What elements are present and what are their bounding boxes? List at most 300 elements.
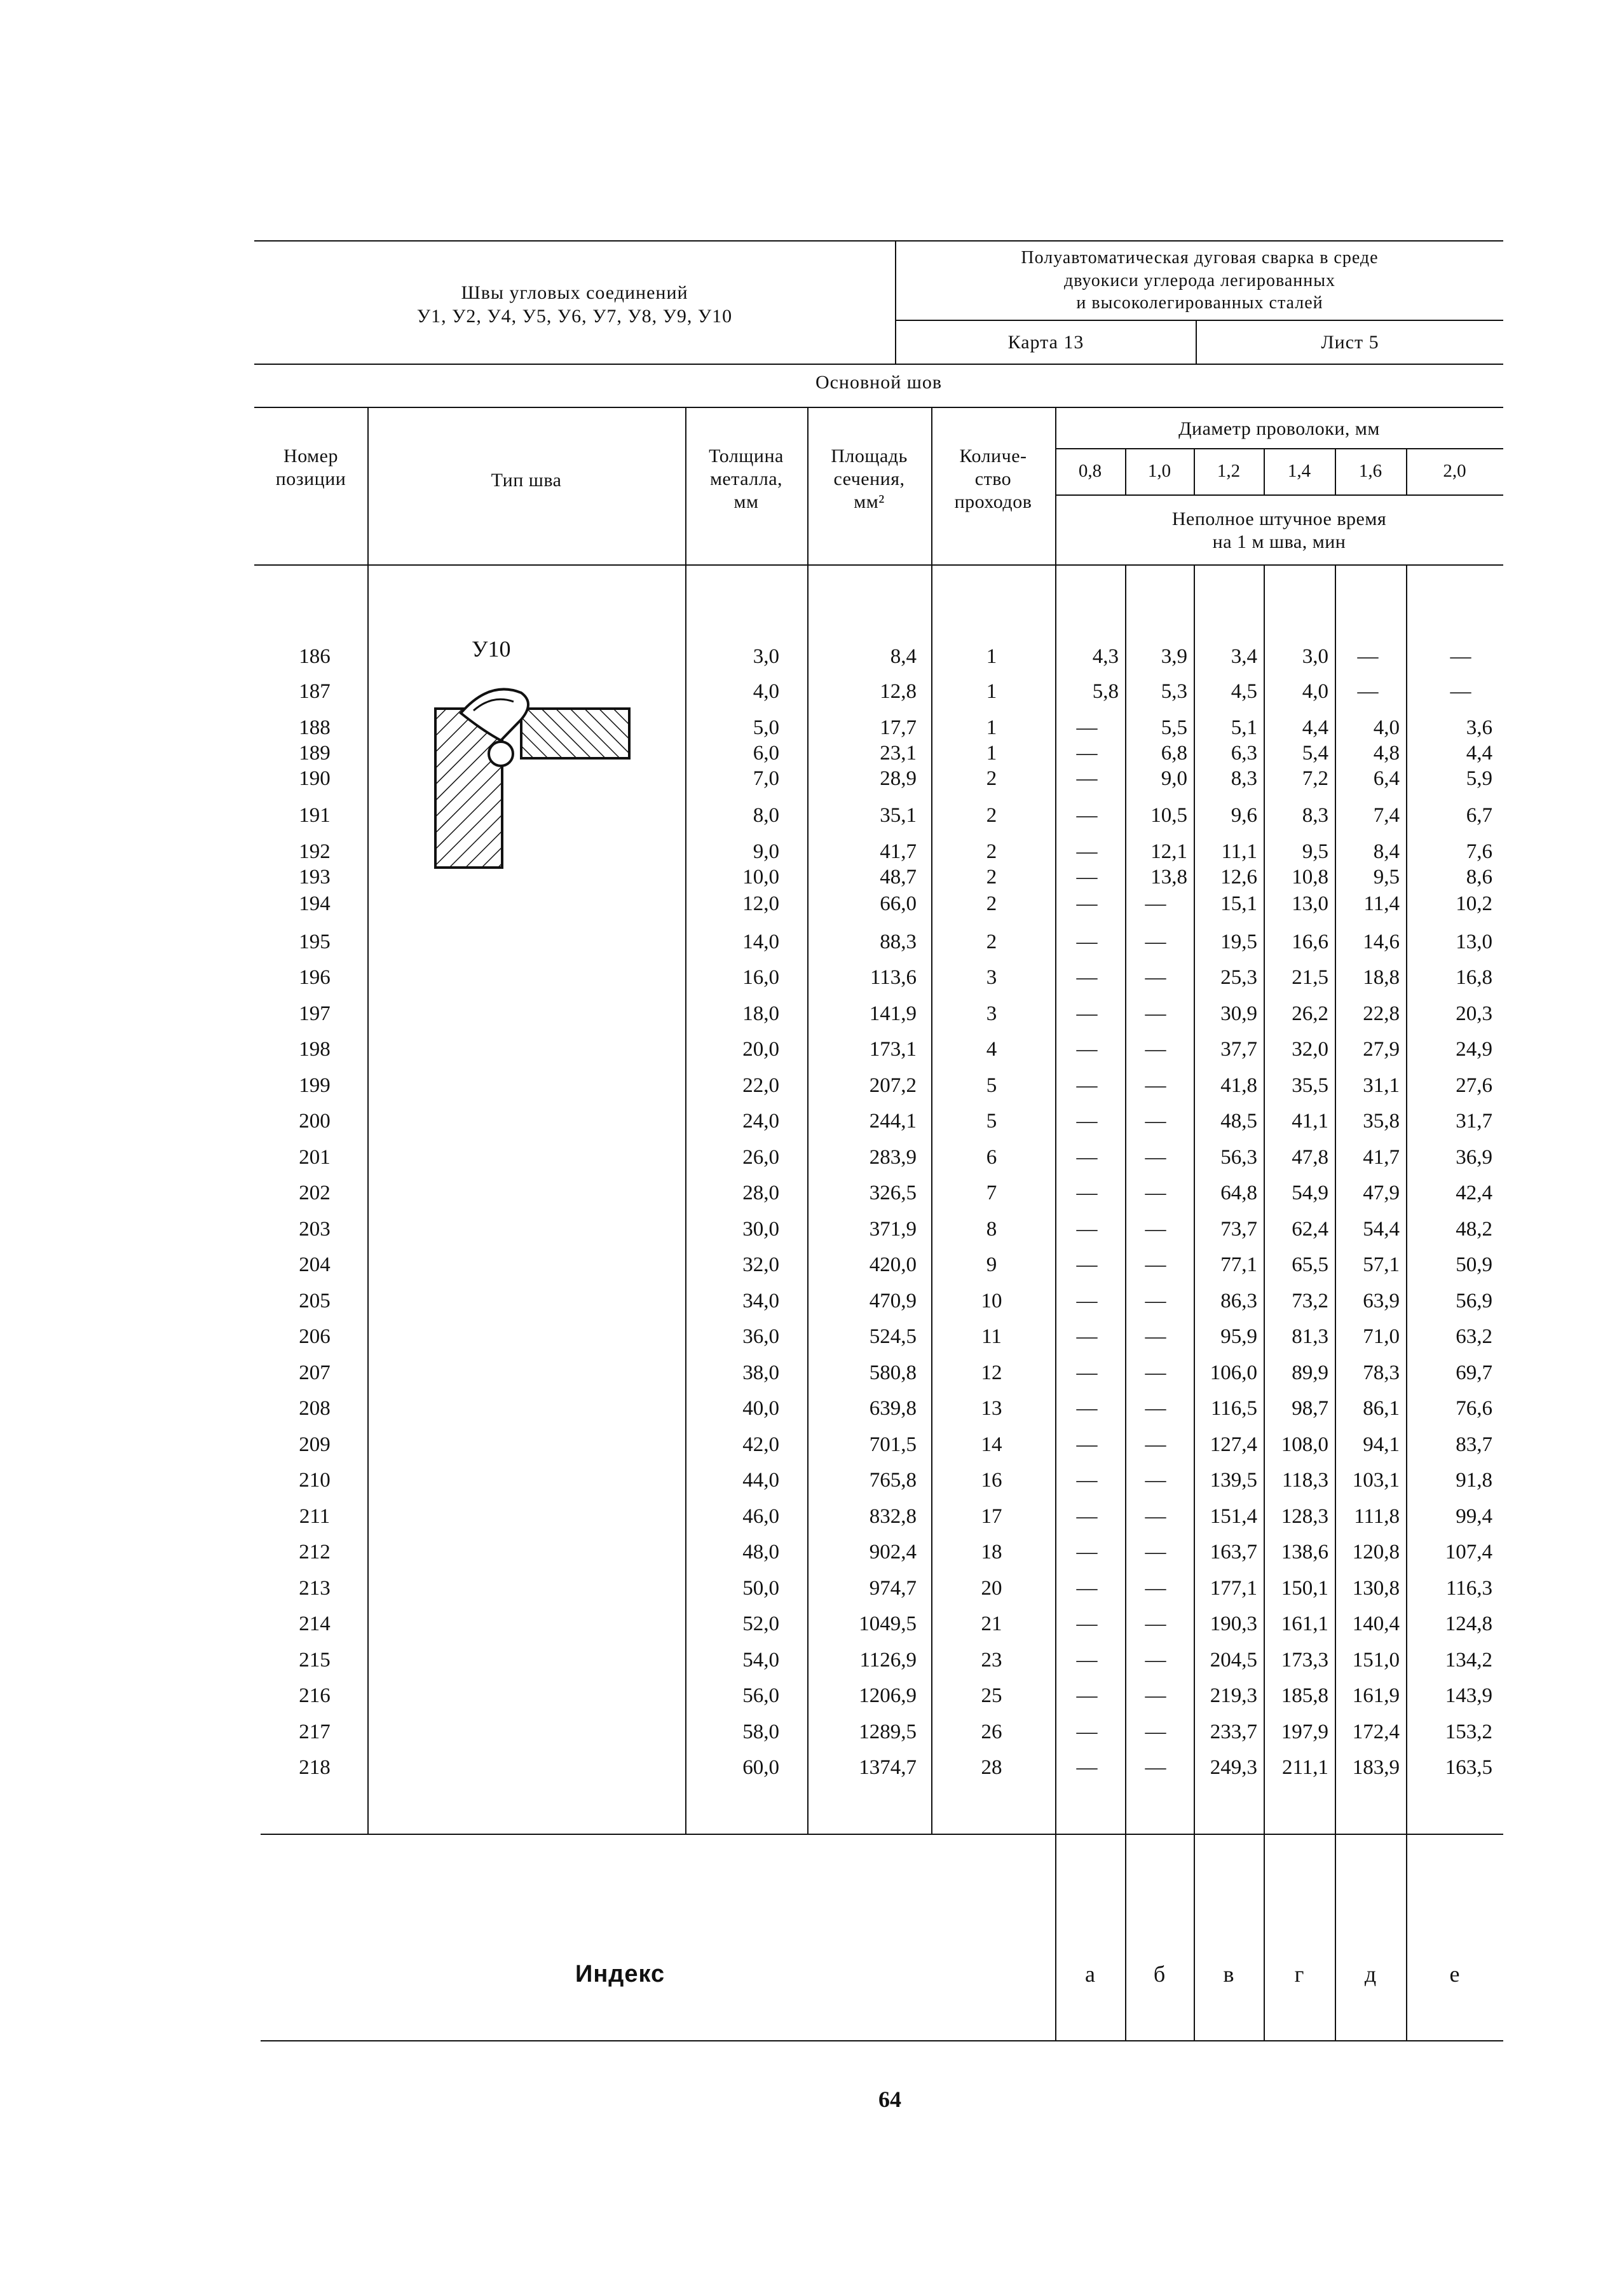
row-thickness: 6,0: [753, 742, 779, 765]
row-position: 195: [299, 930, 331, 953]
row-time-value: 3,6: [1466, 716, 1492, 739]
row-time-value: —: [1145, 1577, 1166, 1600]
row-time-value: 86,1: [1363, 1397, 1400, 1420]
row-time-value: —: [1145, 930, 1166, 953]
col-header-time: [1055, 499, 1503, 562]
row-position: 193: [299, 866, 331, 889]
row-time-value: —: [1145, 1361, 1166, 1384]
row-passes: 11: [981, 1325, 1002, 1348]
diameter-value: 0,8: [1078, 461, 1102, 481]
row-time-value: —: [1450, 680, 1471, 703]
row-thickness: 36,0: [742, 1325, 779, 1348]
row-area: 470,9: [869, 1290, 917, 1312]
row-time-value: —: [1076, 1649, 1098, 1672]
row-position: 210: [299, 1469, 331, 1492]
row-time-value: 57,1: [1363, 1253, 1400, 1276]
row-time-value: —: [1076, 966, 1098, 989]
row-time-value: —: [1450, 645, 1471, 668]
row-time-value: 9,0: [1161, 767, 1187, 790]
row-time-value: 211,1: [1281, 1756, 1328, 1779]
row-thickness: 3,0: [753, 645, 779, 668]
row-time-value: 8,3: [1231, 767, 1257, 790]
row-time-value: 91,8: [1456, 1469, 1492, 1492]
row-time-value: —: [1145, 1146, 1166, 1169]
row-time-value: 26,2: [1292, 1002, 1328, 1025]
row-time-value: 12,1: [1150, 840, 1187, 863]
row-time-value: 107,4: [1445, 1541, 1492, 1564]
row-time-value: 106,0: [1210, 1361, 1257, 1384]
col-rule-b5: [1406, 564, 1407, 2040]
row-area: 765,8: [869, 1469, 917, 1492]
row-time-value: —: [1076, 716, 1098, 739]
row-time-value: 172,4: [1352, 1720, 1400, 1743]
row-time-value: —: [1076, 804, 1098, 827]
weld-type-label: У10: [472, 636, 511, 662]
row-time-value: 116,5: [1210, 1397, 1257, 1420]
row-time-value: 78,3: [1363, 1361, 1400, 1384]
row-position: 207: [299, 1361, 331, 1384]
row-time-value: 41,1: [1292, 1110, 1328, 1133]
row-time-value: 11,4: [1363, 892, 1400, 915]
row-time-value: 95,9: [1220, 1325, 1257, 1348]
row-area: 23,1: [880, 742, 917, 765]
row-thickness: 60,0: [742, 1756, 779, 1779]
row-position: 199: [299, 1074, 331, 1097]
row-thickness: 58,0: [742, 1720, 779, 1743]
col-rule-thick: [807, 407, 809, 1834]
row-time-value: 48,5: [1220, 1110, 1257, 1133]
row-time-value: 4,4: [1302, 716, 1328, 739]
row-time-value: 5,8: [1092, 680, 1119, 703]
seam-type-title-line: Швы угловых соединений: [461, 282, 688, 303]
row-time-value: 127,4: [1210, 1433, 1257, 1456]
row-thickness: 4,0: [753, 680, 779, 703]
row-time-value: 4,4: [1466, 742, 1492, 765]
row-time-value: 27,6: [1456, 1074, 1492, 1097]
row-passes: 16: [981, 1469, 1002, 1492]
row-position: 202: [299, 1182, 331, 1204]
row-time-value: —: [1357, 645, 1379, 668]
row-time-value: —: [1076, 1361, 1098, 1384]
row-time-value: 108,0: [1281, 1433, 1328, 1456]
col-header-thickness-line1: Толщина: [709, 446, 784, 467]
row-time-value: 173,3: [1281, 1649, 1328, 1672]
row-area: 580,8: [869, 1361, 917, 1384]
row-time-value: 10,8: [1292, 866, 1328, 889]
row-time-value: 8,3: [1302, 804, 1328, 827]
row-time-value: —: [1145, 1038, 1166, 1061]
row-time-value: 5,4: [1302, 742, 1328, 765]
row-time-value: —: [1145, 1720, 1166, 1743]
index-letter: б: [1153, 1961, 1166, 1987]
row-time-value: 7,4: [1373, 804, 1400, 827]
col-header-diameter: [1055, 413, 1503, 445]
row-area: 1289,5: [859, 1720, 917, 1743]
row-area: 1049,5: [859, 1612, 917, 1635]
row-time-value: 190,3: [1210, 1612, 1257, 1635]
row-area: 326,5: [869, 1182, 917, 1204]
row-time-value: 83,7: [1456, 1433, 1492, 1456]
row-position: 203: [299, 1218, 331, 1241]
row-thickness: 22,0: [742, 1074, 779, 1097]
row-area: 420,0: [869, 1253, 917, 1276]
row-time-value: 37,7: [1220, 1038, 1257, 1061]
row-time-value: 5,3: [1161, 680, 1187, 703]
row-time-value: —: [1076, 1038, 1098, 1061]
row-position: 191: [299, 804, 331, 827]
row-time-value: 7,2: [1302, 767, 1328, 790]
row-thickness: 16,0: [742, 966, 779, 989]
row-area: 524,5: [869, 1325, 917, 1348]
row-time-value: 9,5: [1302, 840, 1328, 863]
row-time-value: —: [1145, 1684, 1166, 1707]
row-time-value: —: [1076, 1002, 1098, 1025]
row-passes: 2: [986, 930, 997, 953]
row-position: 190: [299, 767, 331, 790]
row-time-value: 6,4: [1373, 767, 1400, 790]
row-passes: 18: [981, 1541, 1002, 1564]
row-time-value: —: [1076, 1433, 1098, 1456]
row-area: 974,7: [869, 1577, 917, 1600]
row-time-value: 73,2: [1292, 1290, 1328, 1312]
row-area: 283,9: [869, 1146, 917, 1169]
row-thickness: 12,0: [742, 892, 779, 915]
row-passes: 6: [986, 1146, 997, 1169]
row-time-value: —: [1145, 1290, 1166, 1312]
index-label: Индекс: [575, 1961, 665, 1987]
row-time-value: —: [1145, 1182, 1166, 1204]
row-position: 192: [299, 840, 331, 863]
row-time-value: —: [1076, 1397, 1098, 1420]
col-header-diameter-text: Диаметр проволоки, мм: [1178, 418, 1380, 439]
row-thickness: 38,0: [742, 1361, 779, 1384]
col-header-type: [367, 469, 685, 492]
table-subtitle: Основной шов: [815, 372, 943, 393]
row-area: 207,2: [869, 1074, 917, 1097]
row-time-value: —: [1076, 840, 1098, 863]
row-area: 66,0: [880, 892, 917, 915]
row-time-value: 4,5: [1231, 680, 1257, 703]
diameter-value: 2,0: [1443, 461, 1466, 481]
row-time-value: 89,9: [1292, 1361, 1328, 1384]
row-passes: 26: [981, 1720, 1002, 1743]
col-header-passes-line3: проходов: [954, 491, 1032, 512]
row-time-value: 5,5: [1161, 716, 1187, 739]
row-area: 28,9: [880, 767, 917, 790]
row-time-value: 56,3: [1220, 1146, 1257, 1169]
row-time-value: 161,9: [1352, 1684, 1400, 1707]
col-header-passes-line2: ство: [974, 468, 1012, 489]
index-letter: а: [1085, 1961, 1095, 1987]
col-header-type-text: Тип шва: [491, 470, 562, 491]
row-thickness: 32,0: [742, 1253, 779, 1276]
row-time-value: —: [1145, 1002, 1166, 1025]
row-area: 902,4: [869, 1541, 917, 1564]
col-header-passes-line1: Количе-: [959, 446, 1027, 467]
row-time-value: 128,3: [1281, 1505, 1328, 1528]
row-time-value: 30,9: [1220, 1002, 1257, 1025]
row-position: 197: [299, 1002, 331, 1025]
row-time-value: 19,5: [1220, 930, 1257, 953]
row-time-value: —: [1145, 1469, 1166, 1492]
row-position: 206: [299, 1325, 331, 1348]
row-time-value: 140,4: [1352, 1612, 1400, 1635]
row-time-value: 219,3: [1210, 1684, 1257, 1707]
row-time-value: 63,2: [1456, 1325, 1492, 1348]
row-time-value: —: [1145, 1397, 1166, 1420]
row-time-value: —: [1076, 930, 1098, 953]
row-time-value: 81,3: [1292, 1325, 1328, 1348]
row-time-value: 138,6: [1281, 1541, 1328, 1564]
row-passes: 1: [986, 742, 997, 765]
row-time-value: —: [1076, 1218, 1098, 1241]
row-area: 1126,9: [859, 1649, 917, 1672]
row-passes: 5: [986, 1074, 997, 1097]
row-time-value: 116,3: [1445, 1577, 1492, 1600]
row-thickness: 8,0: [753, 804, 779, 827]
row-time-value: 13,0: [1456, 930, 1492, 953]
row-time-value: —: [1076, 1720, 1098, 1743]
process-title-line3: и высоколегированных сталей: [1076, 293, 1323, 313]
row-thickness: 48,0: [742, 1541, 779, 1564]
row-time-value: 118,3: [1281, 1469, 1328, 1492]
row-time-value: 48,2: [1456, 1218, 1492, 1241]
row-time-value: —: [1076, 866, 1098, 889]
row-time-value: 10,5: [1150, 804, 1187, 827]
col-header-area-line1: Площадь: [831, 446, 908, 467]
row-time-value: 3,0: [1302, 645, 1328, 668]
row-time-value: 143,9: [1445, 1684, 1492, 1707]
col-header-thickness-line2: металла,: [709, 468, 783, 489]
row-thickness: 10,0: [742, 866, 779, 889]
header-bottom-rule: [254, 564, 1503, 566]
row-thickness: 54,0: [742, 1649, 779, 1672]
row-time-value: 77,1: [1220, 1253, 1257, 1276]
row-position: 196: [299, 966, 331, 989]
diameter-value: 1,2: [1217, 461, 1241, 481]
row-time-value: —: [1145, 1218, 1166, 1241]
row-time-value: 13,0: [1292, 892, 1328, 915]
row-time-value: —: [1076, 1505, 1098, 1528]
row-time-value: —: [1076, 1074, 1098, 1097]
row-area: 113,6: [870, 966, 917, 989]
row-time-value: 65,5: [1292, 1253, 1328, 1276]
corner-weld-sketch: [426, 680, 642, 871]
row-time-value: 4,3: [1092, 645, 1119, 668]
row-time-value: 16,6: [1292, 930, 1328, 953]
row-time-value: 183,9: [1352, 1756, 1400, 1779]
row-time-value: 36,9: [1456, 1146, 1492, 1169]
row-time-value: 120,8: [1352, 1541, 1400, 1564]
row-time-value: 22,8: [1363, 1002, 1400, 1025]
row-thickness: 30,0: [742, 1218, 779, 1241]
row-time-value: 124,8: [1445, 1612, 1492, 1635]
row-time-value: —: [1076, 1469, 1098, 1492]
row-time-value: 50,9: [1456, 1253, 1492, 1276]
row-thickness: 5,0: [753, 716, 779, 739]
row-position: 198: [299, 1038, 331, 1061]
col-rule-pos: [367, 407, 369, 1834]
row-time-value: 233,7: [1210, 1720, 1257, 1743]
col-header-position-line1: Номер: [283, 446, 338, 467]
row-thickness: 24,0: [742, 1110, 779, 1133]
diameter-value: 1,4: [1287, 461, 1311, 481]
row-passes: 3: [986, 1002, 997, 1025]
row-time-value: —: [1076, 767, 1098, 790]
row-time-value: 31,7: [1456, 1110, 1492, 1133]
row-thickness: 46,0: [742, 1505, 779, 1528]
row-area: 371,9: [869, 1218, 917, 1241]
row-time-value: 18,8: [1363, 966, 1400, 989]
col-header-time-line2: на 1 м шва, мин: [1212, 531, 1346, 552]
row-area: 1206,9: [859, 1684, 917, 1707]
row-area: 12,8: [880, 680, 917, 703]
row-passes: 25: [981, 1684, 1002, 1707]
row-time-value: —: [1076, 742, 1098, 765]
col-header-area-line3: мм²: [854, 491, 885, 512]
row-time-value: 151,0: [1352, 1649, 1400, 1672]
row-thickness: 50,0: [742, 1577, 779, 1600]
card-number: Карта 13: [896, 321, 1197, 364]
row-time-value: 20,3: [1456, 1002, 1492, 1025]
row-position: 217: [299, 1720, 331, 1743]
row-position: 194: [299, 892, 331, 915]
row-time-value: 204,5: [1210, 1649, 1257, 1672]
col-header-passes: [931, 445, 1055, 514]
row-time-value: —: [1076, 892, 1098, 915]
table-bottom-rule: [261, 1834, 1503, 1835]
row-time-value: —: [1076, 1146, 1098, 1169]
row-time-value: 56,9: [1456, 1290, 1492, 1312]
row-thickness: 28,0: [742, 1182, 779, 1204]
row-time-value: 54,9: [1292, 1182, 1328, 1204]
row-passes: 13: [981, 1397, 1002, 1420]
row-position: 211: [299, 1505, 331, 1528]
row-time-value: —: [1076, 1182, 1098, 1204]
row-thickness: 34,0: [742, 1290, 779, 1312]
row-passes: 2: [986, 840, 997, 863]
row-thickness: 20,0: [742, 1038, 779, 1061]
row-thickness: 44,0: [742, 1469, 779, 1492]
row-thickness: 52,0: [742, 1612, 779, 1635]
row-time-value: 103,1: [1352, 1469, 1400, 1492]
row-time-value: —: [1357, 680, 1379, 703]
row-time-value: —: [1076, 1110, 1098, 1133]
row-thickness: 42,0: [742, 1433, 779, 1456]
seam-type-codes: У1, У2, У4, У5, У6, У7, У8, У9, У10: [416, 306, 733, 327]
row-position: 188: [299, 716, 331, 739]
row-time-value: 25,3: [1220, 966, 1257, 989]
row-passes: 2: [986, 866, 997, 889]
page-number: 64: [878, 2087, 901, 2112]
row-time-value: 6,3: [1231, 742, 1257, 765]
row-passes: 14: [981, 1433, 1002, 1456]
row-thickness: 40,0: [742, 1397, 779, 1420]
col-rule-type: [685, 407, 686, 1834]
row-passes: 4: [986, 1038, 997, 1061]
row-time-value: —: [1076, 1756, 1098, 1779]
row-area: 48,7: [880, 866, 917, 889]
row-time-value: 11,1: [1221, 840, 1257, 863]
row-time-value: 139,5: [1210, 1469, 1257, 1492]
row-time-value: —: [1076, 1541, 1098, 1564]
row-time-value: 47,8: [1292, 1146, 1328, 1169]
row-time-value: 150,1: [1281, 1577, 1328, 1600]
sheet-number: Лист 5: [1321, 331, 1379, 353]
row-time-value: —: [1145, 1756, 1166, 1779]
row-thickness: 26,0: [742, 1146, 779, 1169]
row-area: 35,1: [880, 804, 917, 827]
row-position: 213: [299, 1577, 331, 1600]
row-area: 41,7: [880, 840, 917, 863]
col-header-thickness-line3: мм: [734, 491, 759, 512]
row-passes: 12: [981, 1361, 1002, 1384]
row-time-value: —: [1076, 1612, 1098, 1635]
row-area: 8,4: [890, 645, 917, 668]
row-position: 186: [299, 645, 331, 668]
row-time-value: —: [1076, 1577, 1098, 1600]
row-time-value: 3,4: [1231, 645, 1257, 668]
row-position: 201: [299, 1146, 331, 1169]
row-time-value: 21,5: [1292, 966, 1328, 989]
row-time-value: 151,4: [1210, 1505, 1257, 1528]
row-position: 218: [299, 1756, 331, 1779]
row-time-value: 42,4: [1456, 1182, 1492, 1204]
row-time-value: 99,4: [1456, 1505, 1492, 1528]
row-time-value: 16,8: [1456, 966, 1492, 989]
row-area: 244,1: [869, 1110, 917, 1133]
row-thickness: 9,0: [753, 840, 779, 863]
horizontal-plate: [521, 709, 629, 758]
row-passes: 2: [986, 767, 997, 790]
row-time-value: 153,2: [1445, 1720, 1492, 1743]
row-area: 173,1: [869, 1038, 917, 1061]
col-header-thickness: [685, 445, 807, 514]
row-passes: 9: [986, 1253, 997, 1276]
col-header-area-line2: сечения,: [833, 468, 905, 489]
col-header-position: [254, 445, 367, 491]
row-time-value: —: [1076, 1253, 1098, 1276]
row-time-value: 41,8: [1220, 1074, 1257, 1097]
row-passes: 20: [981, 1577, 1002, 1600]
row-position: 208: [299, 1397, 331, 1420]
row-passes: 17: [981, 1505, 1002, 1528]
row-position: 216: [299, 1684, 331, 1707]
row-time-value: 10,2: [1456, 892, 1492, 915]
row-time-value: 4,0: [1302, 680, 1328, 703]
row-time-value: 73,7: [1220, 1218, 1257, 1241]
row-time-value: 161,1: [1281, 1612, 1328, 1635]
row-area: 1374,7: [859, 1756, 917, 1779]
row-time-value: 64,8: [1220, 1182, 1257, 1204]
row-time-value: 71,0: [1363, 1325, 1400, 1348]
row-position: 205: [299, 1290, 331, 1312]
process-title-line1: Полуавтоматическая дуговая сварка в среде: [1021, 247, 1379, 268]
row-passes: 7: [986, 1182, 997, 1204]
row-time-value: 13,8: [1150, 866, 1187, 889]
diameter-title-rule: [1055, 448, 1503, 449]
index-letter: в: [1223, 1961, 1234, 1987]
row-time-value: 6,8: [1161, 742, 1187, 765]
row-time-value: 63,9: [1363, 1290, 1400, 1312]
row-passes: 28: [981, 1756, 1002, 1779]
row-thickness: 14,0: [742, 930, 779, 953]
row-time-value: —: [1145, 1110, 1166, 1133]
row-time-value: 5,1: [1231, 716, 1257, 739]
row-passes: 1: [986, 645, 997, 668]
process-title-line2: двуокиси углерода легированных: [1063, 270, 1336, 290]
row-position: 189: [299, 742, 331, 765]
